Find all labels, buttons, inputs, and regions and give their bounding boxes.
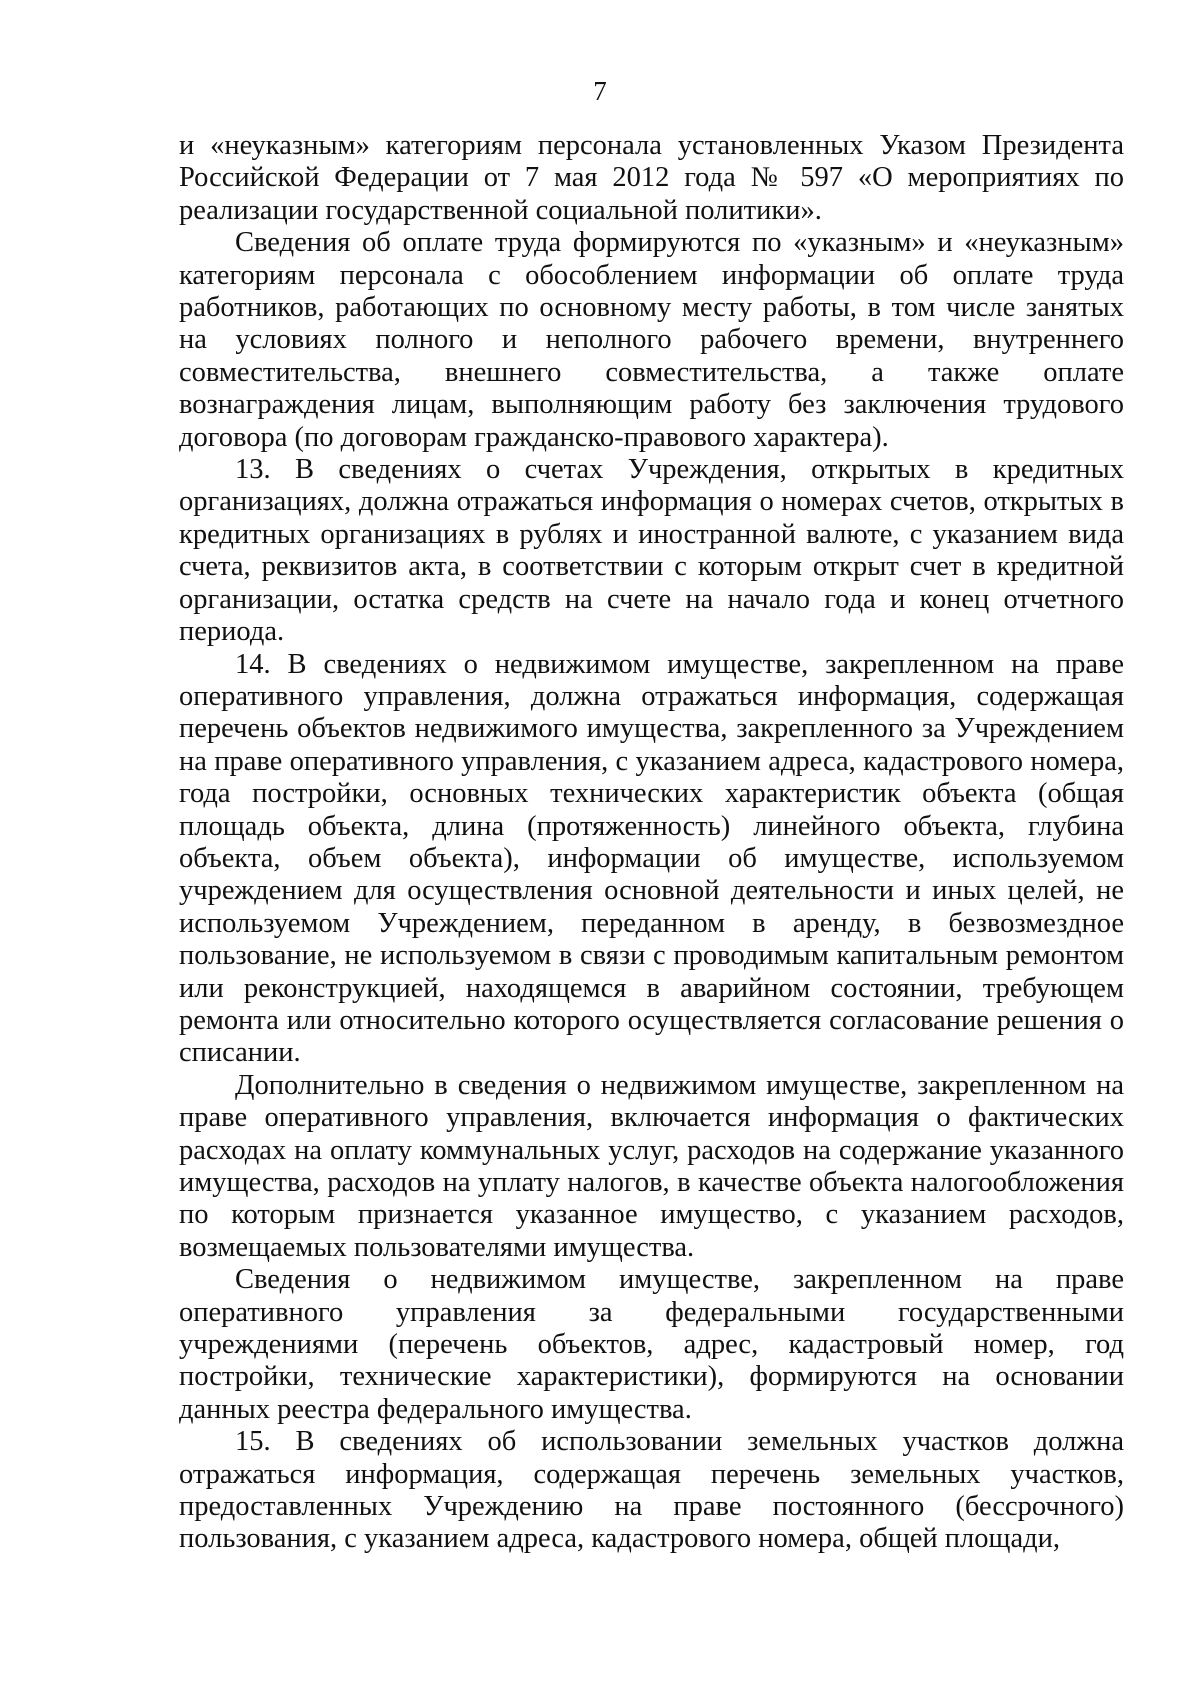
paragraph-item-14: 14. В сведениях о недвижимом имуществе, закрепленном на праве оперативного управления, должна отражаться информация, содержащая перечень объектов недвижимого имущества, закрепленного за Учреждением на праве оперативного управления, с указанием адреса, кадастрового номера, года постройки, основных технических характеристик объекта (общая площадь объекта, длина (протяженность) линейного объекта, глубина объекта, объем объекта), информации об имуществе, используемом учреждением для осуществления основной деятельности и иных целей, не используемом Учреждением, переданном в аренду, в безвозмездное пользование, не используемом в связи с проводимым капитальным ремонтом или реконструкцией, находящемся в аварийном состоянии, требующем ремонта или относительно которого осуществляется согласование решения о списании. — [179, 648, 1124, 1069]
paragraph-continuation: и «неуказным» категориям персонала установленных Указом Президента Российской Федерации от 7 мая 2012 года № 597 «О мероприятиях по реализации государственной социальной политики». — [179, 130, 1124, 226]
paragraph-item-15: 15. В сведениях об использовании земельных участков должна отражаться информация, содержащая перечень земельных участков, предоставленных Учреждению на праве постоянного (бессрочного) пользования, с указанием адреса, кадастрового номера, общей площади, — [179, 1426, 1124, 1555]
paragraph-additional-info: Дополнительно в сведения о недвижимом имуществе, закрепленном на праве оперативного управления, включается информация о фактических расходах на оплату коммунальных услуг, расходов на содержание указанного имущества, расходов на уплату налогов, в качестве объекта налогообложения по которым признается указанное имущество, с указанием расходов, возмещаемых пользователями имущества. — [179, 1069, 1124, 1263]
paragraph-item-13: 13. В сведениях о счетах Учреждения, открытых в кредитных организациях, должна отражаться информация о номерах счетов, открытых в кредитных организациях в рублях и иностранной валюте, с указанием вида счета, реквизитов акта, в соответствии с которым открыт счет в кредитной организации, остатка средств на счете на начало года и конец отчетного периода. — [179, 454, 1124, 648]
paragraph-federal-registry: Сведения о недвижимом имуществе, закрепленном на праве оперативного управления за федеральными государственными учреждениями (перечень объектов, адрес, кадастровый номер, год постройки, технические характеристики), формируются на основании данных реестра федерального имущества. — [179, 1264, 1124, 1425]
paragraph-pay-info: Сведения об оплате труда формируются по «указным» и «неуказным» категориям персонала с обособлением информации об оплате труда работников, работающих по основному месту работы, в том числе занятых на условиях полного и неполного рабочего времени, внутреннего совместительства, внешнего совместительства, а также оплате вознаграждения лицам, выполняющим работу без заключения трудового договора (по договорам гражданско-правового характера). — [179, 227, 1124, 453]
page-number: 7 — [593, 76, 607, 106]
document-body — [179, 130, 1124, 1556]
